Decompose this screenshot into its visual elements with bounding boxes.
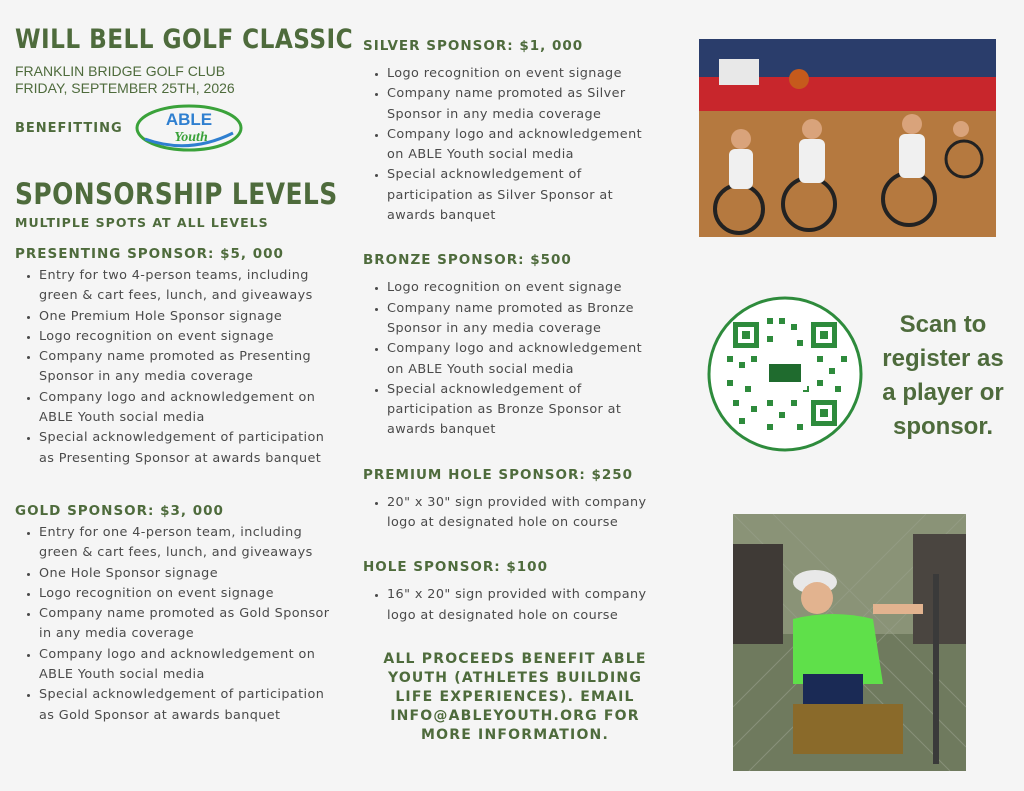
list-item: • 16" x 20" sign provided with company logo at designated hole on course (387, 585, 663, 626)
list-item: • One Hole Sponsor signage (39, 564, 335, 584)
list-item: • 20" x 30" sign provided with company logo at designated hole on course (387, 493, 663, 534)
sponsorship-levels-title: SPONSORSHIP LEVELS (15, 177, 338, 211)
middle-column (363, 38, 663, 646)
bronze-section (363, 252, 663, 440)
hole-list (363, 585, 663, 626)
sponsorship-levels-subtitle: MULTIPLE SPOTS AT ALL LEVELS (15, 215, 269, 230)
list-item: • Company name promoted as Presenting Sponsor in any media coverage (39, 347, 335, 388)
gold-list (15, 523, 335, 726)
list-item: • Company logo and acknowledgement on ABLE Youth social media (39, 388, 335, 429)
list-item: • Logo recognition on event signage (387, 278, 663, 298)
qr-code[interactable] (707, 296, 863, 452)
athlete-photo (733, 514, 966, 771)
list-item: • Entry for two 4-person teams, including green & cart fees, lunch, and giveaways (39, 266, 335, 307)
scan-prompt: Scan to register as a player or sponsor. (882, 311, 1004, 440)
list-item: • Company name promoted as Bronze Sponsor in any media coverage (387, 299, 663, 340)
list-item: • Company logo and acknowledgement on ABLE Youth social media (387, 339, 663, 380)
premium-hole-section (363, 467, 663, 534)
presenting-heading: PRESENTING SPONSOR: $5, 000 (15, 246, 284, 262)
silver-list (363, 64, 663, 226)
wheelchair-basketball-photo (699, 39, 996, 237)
gold-heading: GOLD SPONSOR: $3, 000 (15, 502, 224, 519)
event-title: WILL BELL GOLF CLASSIC (15, 24, 354, 55)
list-item: • Logo recognition on event signage (39, 584, 335, 604)
list-item: • Company name promoted as Silver Sponsor in any media coverage (387, 84, 663, 125)
logo-youth-text: Youth (173, 130, 208, 145)
list-item: • One Premium Hole Sponsor signage (39, 307, 335, 327)
venue: FRANKLIN BRIDGE GOLF CLUB (15, 63, 226, 79)
silver-section (363, 38, 663, 226)
presenting-section (15, 246, 335, 469)
silver-heading: SILVER SPONSOR: $1, 000 (363, 38, 584, 54)
premium-hole-heading: PREMIUM HOLE SPONSOR: $250 (363, 466, 634, 483)
hole-heading: HOLE SPONSOR: $100 (363, 559, 548, 576)
list-item: • Logo recognition on event signage (39, 327, 335, 347)
list-item: • Special acknowledgement of participation as Presenting Sponsor at awards banquet (39, 428, 335, 469)
list-item: • Company logo and acknowledgement on ABLE Youth social media (387, 125, 663, 166)
benefitting-label: BENEFITTING (15, 120, 123, 136)
list-item: • Company logo and acknowledgement on ABLE Youth social media (39, 645, 335, 686)
bronze-list (363, 278, 663, 440)
list-item: • Company name promoted as Gold Sponsor in any media coverage (39, 604, 335, 645)
gold-section (15, 503, 335, 726)
benefitting-row (15, 103, 335, 153)
event-date: FRIDAY, SEPTEMBER 25TH, 2026 (15, 80, 235, 96)
presenting-list (15, 266, 335, 469)
left-column (15, 24, 354, 746)
able-youth-logo (135, 103, 243, 153)
list-item: • Entry for one 4-person team, including green & cart fees, lunch, and giveaways (39, 523, 335, 564)
list-item: • Special acknowledgement of participation as Bronze Sponsor at awards banquet (387, 380, 663, 441)
bronze-heading: BRONZE SPONSOR: $500 (363, 252, 572, 269)
list-item: • Special acknowledgement of participation as Gold Sponsor at awards banquet (39, 685, 335, 726)
premium-hole-list (363, 493, 663, 534)
list-item: • Logo recognition on event signage (387, 64, 663, 84)
logo-able-text: ABLE (165, 110, 212, 129)
hole-section (363, 559, 663, 626)
list-item: • Special acknowledgement of participation as Silver Sponsor at awards banquet (387, 165, 663, 226)
proceeds-note: ALL PROCEEDS BENEFIT ABLE YOUTH (ATHLETES BUILDING LIFE EXPERIENCES). EMAIL INFO@ABLEYOUTH.ORG FOR MORE INFORMATION. (383, 651, 647, 743)
